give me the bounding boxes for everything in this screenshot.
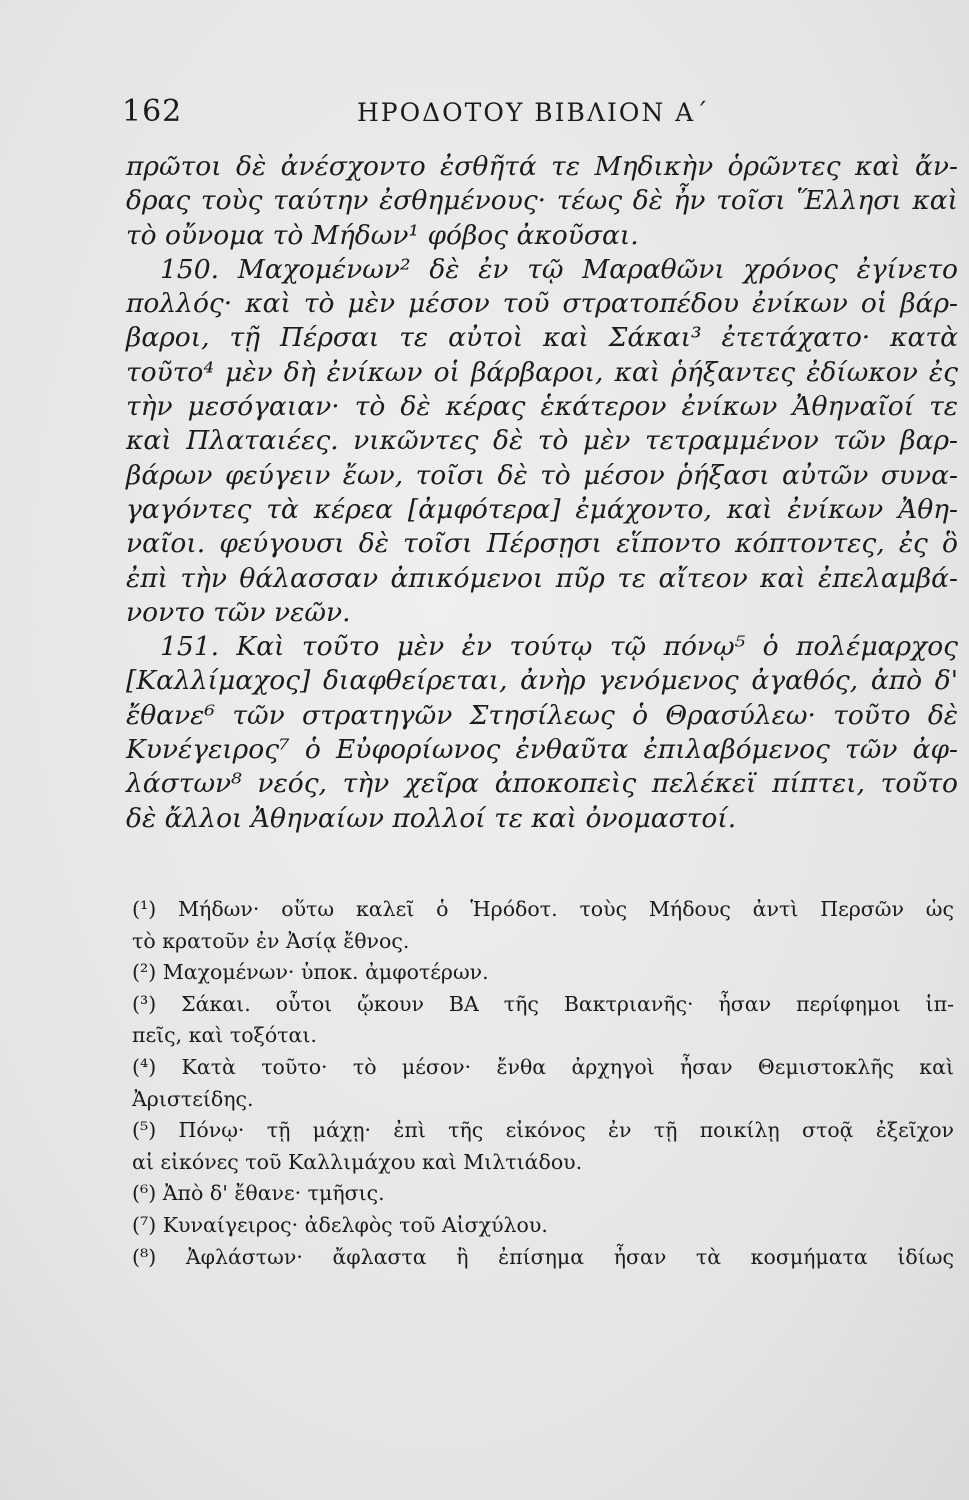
footnote-2: (²) Μαχομένων· ὑποκ. ἀμφοτέρων. [132, 960, 489, 985]
footnote-5-cont: αἱ εἰκόνες τοῦ Καλλιμάχου καὶ Μιλτιάδου. [132, 1149, 583, 1174]
footnote-5: (⁵) Πόνῳ· τῇ μάχῃ· ἐπὶ τῆς εἰκόνος ἐν τῇ ποικίλῃ στοᾷ ἐξεῖχον [132, 1118, 954, 1143]
text-line: τὸ οὔνομα τὸ Μήδων¹ φόβος ἀκοῦσαι. [126, 219, 639, 251]
text-line: δρας τοὺς ταύτην ἐσθημένους· τέως δὲ ἦν τοῖσι Ἕλλησι καὶ [126, 185, 958, 217]
text-line: πολλός· καὶ τὸ μὲν μέσον τοῦ στρατοπέδου ἐνίκων οἱ βάρ- [126, 288, 958, 320]
text-line: γαγόντες τὰ κέρεα [ἀμφότερα] ἐμάχοντο, καὶ ἐνίκων Ἀθη- [126, 493, 958, 525]
text-line: ἐπὶ τὴν θάλασσαν ἀπικόμενοι πῦρ τε αἴτεον καὶ ἐπελαμβά- [126, 562, 958, 594]
text-line: Κυνέγειρος⁷ ὁ Εὐφορίωνος ἐνθαῦτα ἐπιλαβόμενος τῶν ἀφ- [126, 734, 958, 766]
text-line: καὶ Πλαταιέες. νικῶντες δὲ τὸ μὲν τετραμμένον τῶν βαρ- [126, 425, 958, 457]
text-line: νοντο τῶν νεῶν. [126, 596, 351, 628]
chapter-151-start: 151. Καὶ τοῦτο μὲν ἐν τούτῳ τῷ πόνῳ⁵ ὁ πολέμαρχος [160, 631, 958, 663]
footnote-1: (¹) Μήδων· οὕτω καλεῖ ὁ Ἡρόδοτ. τοὺς Μήδους ἀντὶ Περσῶν ὡς [132, 897, 954, 921]
footnote-7: (⁷) Κυναίγειρος· ἀδελφὸς τοῦ Αἰσχύλου. [132, 1212, 548, 1237]
footnote-6: (⁶) Ἀπὸ δ' ἔθανε· τμῆσις. [132, 1181, 385, 1206]
text-line: βαροι, τῇ Πέρσαι τε αὐτοὶ καὶ Σάκαι³ ἐτετάχατο· κατὰ [126, 322, 958, 354]
running-title: ΗΡΟΔΟΤΟΥ ΒΙΒΛΙΟΝ Α΄ [357, 98, 710, 127]
page-header [122, 94, 842, 134]
footnote-8: (⁸) Ἀφλάστων· ἄφλαστα ἢ ἐπίσημα ἦσαν τὰ κοσμήματα ἰδίως [132, 1244, 954, 1269]
text-line: τοῦτο⁴ μὲν δὴ ἐνίκων οἱ βάρβαροι, καὶ ῥήξαντες ἐδίωκον ἐς [126, 356, 958, 388]
footnote-3-cont: πεῖς, καὶ τοξόται. [132, 1023, 317, 1048]
footnote-1-cont: τὸ κρατοῦν ἐν Ἀσίᾳ ἔθνος. [132, 928, 410, 953]
page-number: 162 [122, 94, 183, 129]
footnote-4: (⁴) Κατὰ τοῦτο· τὸ μέσον· ἔνθα ἀρχηγοὶ ἦσαν Θεμιστοκλῆς καὶ [132, 1054, 954, 1079]
text-line: τὴν μεσόγαιαν· τὸ δὲ κέρας ἑκάτερον ἐνίκων Ἀθηναῖοί τε [126, 391, 958, 423]
footnote-4-cont: Ἀριστείδης. [132, 1086, 254, 1111]
main-text [126, 150, 958, 836]
text-line: πρῶτοι δὲ ἀνέσχοντο ἐσθῆτά τε Μηδικὴν ὁρῶντες καὶ ἄν- [126, 151, 958, 182]
text-line: βάρων φεύγειν ἔων, τοῖσι δὲ τὸ μέσον ῥήξασι αὐτῶν συνα- [126, 459, 958, 491]
text-line: ναῖοι. φεύγουσι δὲ τοῖσι Πέρσῃσι εἵποντο κόπτοντες, ἐς ὃ [126, 528, 958, 560]
text-line: δὲ ἄλλοι Ἀθηναίων πολλοί τε καὶ ὀνομαστοί. [126, 802, 737, 834]
chapter-150-start: 150. Μαχομένων² δὲ ἐν τῷ Μαραθῶνι χρόνος ἐγίνετο [160, 253, 958, 285]
text-line: [Καλλίμαχος] διαφθείρεται, ἀνὴρ γενόμενος ἀγαθός, ἀπὸ δ' [126, 665, 958, 697]
text-line: ἔθανε⁶ τῶν στρατηγῶν Στησίλεως ὁ Θρασύλεω· τοῦτο δὲ [126, 699, 958, 731]
footnote-3: (³) Σάκαι. οὗτοι ᾤκουν ΒΑ τῆς Βακτριανῆς· ἦσαν περίφημοι ἱπ- [132, 991, 954, 1016]
footnotes [132, 894, 954, 1273]
text-line: λάστων⁸ νεός, τὴν χεῖρα ἀποκοπεὶς πελέκεϊ πίπτει, τοῦτο [126, 768, 958, 800]
